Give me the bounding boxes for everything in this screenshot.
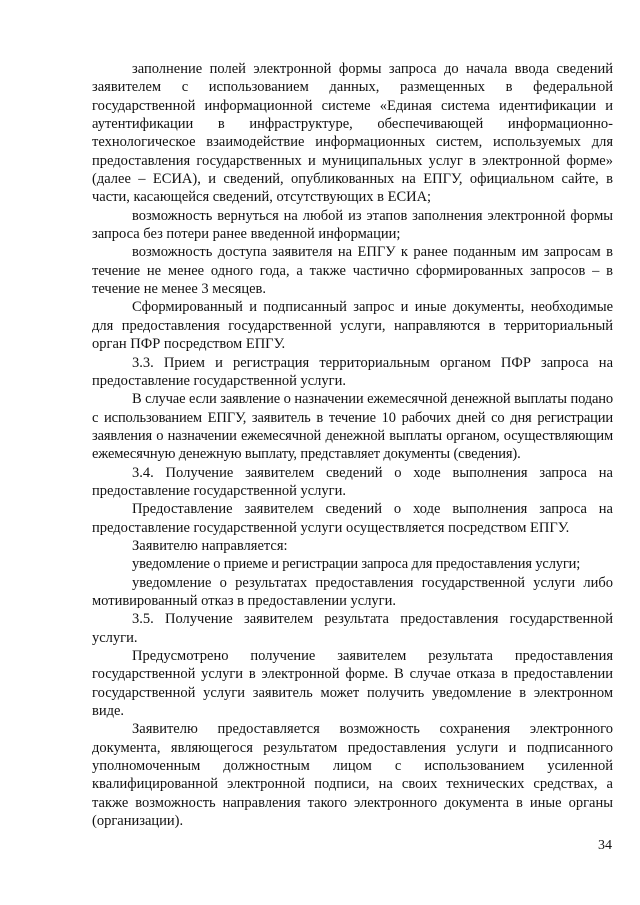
document-body [92,60,613,830]
section-3-4-heading: 3.4. Получение заявителем сведений о ходе выполнения запроса на предоставление государственной услуги. [92,464,613,499]
page-number: 34 [598,838,612,853]
paragraph-esia-fill: заполнение полей электронной формы запроса до начала ввода сведений заявителем с использованием данных, размещенных в федеральной государственной информационной системе «Единая система идентификации и аутентификации в инфраструктуре, обеспечивающей информационно-технологическое взаимодействие информационных систем, используемых для предоставления государственных и муниципальных услуг в электронной форме» (далее – ЕСИА), и сведений, опубликованных на ЕПГУ, официальном сайте, в части, касающейся сведений, отсутствующих в ЕСИА; [92,61,613,206]
section-3-5-heading: 3.5. Получение заявителем результата предоставления государственной услуги. [92,611,613,646]
paragraph-monthly-payment: В случае если заявление о назначении ежемесячной денежной выплаты подано с использованием ЕПГУ, заявитель в течение 10 рабочих дней со дня регистрации заявления о назначении ежемесячной денежной выплаты органом, осуществляющим ежемесячную денежную выплату, представляет документы (сведения). [92,391,613,463]
paragraph-access-requests: возможность доступа заявителя на ЕПГУ к ранее поданным им запросам в течение не менее одного года, а также частично сформированных запросов – в течение не менее 3 месяцев. [92,244,613,298]
paragraph-save-document: Заявителю предоставляется возможность сохранения электронного документа, являющегося результатом предоставления услуги и подписанного уполномоченным должностным лицом с использованием усиленной квалифицированной электронной подписи, на своих технических средствах, а также возможность направления такого электронного документа в иные органы (организации). [92,721,613,830]
paragraph-applicant-sent: Заявителю направляется: [132,537,288,554]
paragraph-formed-request: Сформированный и подписанный запрос и иные документы, необходимые для предоставления государственной услуги, направляются в территориальный орган ПФР посредством ЕПГУ. [92,299,613,353]
section-3-3-heading: 3.3. Прием и регистрация территориальным органом ПФР запроса на предоставление государственной услуги. [92,354,613,389]
paragraph-electronic-result: Предусмотрено получение заявителем результата предоставления государственной услуги в электронной форме. В случае отказа в предоставлении государственной услуги заявитель может получить уведомление в электронном виде. [92,648,613,720]
list-item-notification-result: уведомление о результатах предоставления государственной услуги либо мотивированный отказ в предоставлении услуги. [92,574,613,609]
list-item-notification-receipt: уведомление о приеме и регистрации запроса для предоставления услуги; [132,556,581,573]
paragraph-progress-info: Предоставление заявителем сведений о ходе выполнения запроса на предоставление государственной услуги осуществляется посредством ЕПГУ. [92,501,613,536]
paragraph-return-to-step: возможность вернуться на любой из этапов заполнения электронной формы запроса без потери ранее введенной информации; [92,207,613,243]
